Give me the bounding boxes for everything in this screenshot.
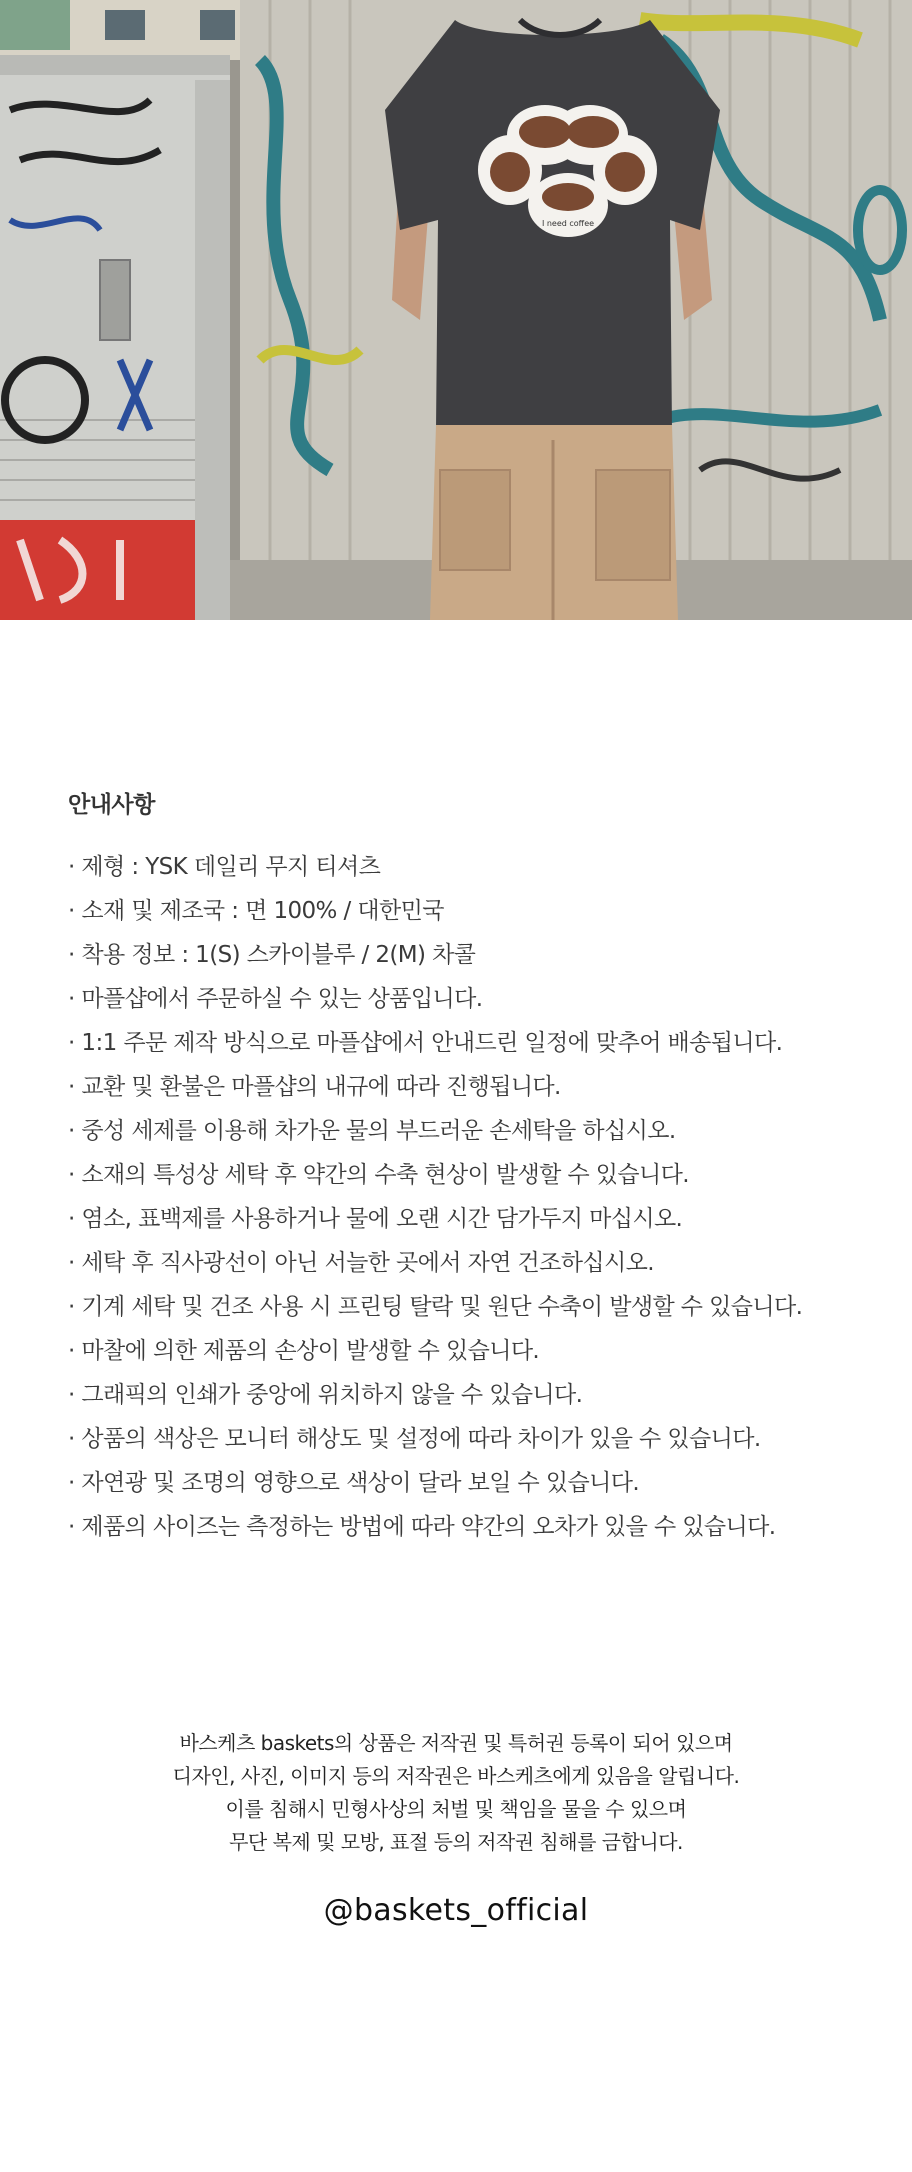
product-photo — [0, 0, 912, 620]
notice-item: · 염소, 표백제를 사용하거나 물에 오랜 시간 담가두지 마십시오. — [68, 1206, 683, 1232]
notice-item: · 제품의 사이즈는 측정하는 방법에 따라 약간의 오차가 있을 수 있습니다. — [68, 1514, 776, 1540]
copyright-line: 디자인, 사진, 이미지 등의 저작권은 바스케츠에게 있음을 알립니다. — [172, 1764, 740, 1788]
notice-item: · 소재 및 제조국 : 면 100% / 대한민국 — [68, 898, 444, 924]
shirt-graphic-text: I need coffee — [541, 219, 595, 228]
notice-item: · 세탁 후 직사광선이 아닌 서늘한 곳에서 자연 건조하십시오. — [68, 1250, 654, 1276]
notice-list — [68, 845, 868, 1549]
copyright-line: 이를 침해시 민형사상의 처벌 및 책임을 물을 수 있으며 — [225, 1797, 687, 1821]
notice-item: · 중성 세제를 이용해 차가운 물의 부드러운 손세탁을 하십시오. — [68, 1118, 676, 1144]
notice-item: · 마플샵에서 주문하실 수 있는 상품입니다. — [68, 986, 483, 1012]
notice-item: · 1:1 주문 제작 방식으로 마플샵에서 안내드린 일정에 맞추어 배송됩니다. — [68, 1030, 783, 1056]
notice-section — [68, 786, 868, 1549]
notice-item: · 자연광 및 조명의 영향으로 색상이 달라 보일 수 있습니다. — [68, 1470, 640, 1496]
notice-item: · 기계 세탁 및 건조 사용 시 프린팅 탈락 및 원단 수축이 발생할 수 있습니다. — [68, 1294, 803, 1320]
notice-item: · 교환 및 환불은 마플샵의 내규에 따라 진행됩니다. — [68, 1074, 561, 1100]
notice-item: · 제형 : YSK 데일리 무지 티셔츠 — [68, 854, 381, 880]
copyright-line: 무단 복제 및 모방, 표절 등의 저작권 침해를 금합니다. — [229, 1830, 683, 1854]
notice-title: 안내사항 — [68, 792, 155, 818]
copyright-notice — [0, 1727, 912, 1859]
notice-item: · 그래픽의 인쇄가 중앙에 위치하지 않을 수 있습니다. — [68, 1382, 583, 1408]
notice-item: · 착용 정보 : 1(S) 스카이블루 / 2(M) 차콜 — [68, 942, 476, 968]
instagram-handle: @baskets_official — [323, 1893, 589, 1928]
notice-item: · 상품의 색상은 모니터 해상도 및 설정에 따라 차이가 있을 수 있습니다. — [68, 1426, 761, 1452]
notice-item: · 마찰에 의한 제품의 손상이 발생할 수 있습니다. — [68, 1338, 540, 1364]
notice-item: · 소재의 특성상 세탁 후 약간의 수축 현상이 발생할 수 있습니다. — [68, 1162, 689, 1188]
copyright-line: 바스케츠 baskets의 상품은 저작권 및 특허권 등록이 되어 있으며 — [179, 1731, 733, 1755]
product-photo-illustration — [0, 0, 912, 620]
